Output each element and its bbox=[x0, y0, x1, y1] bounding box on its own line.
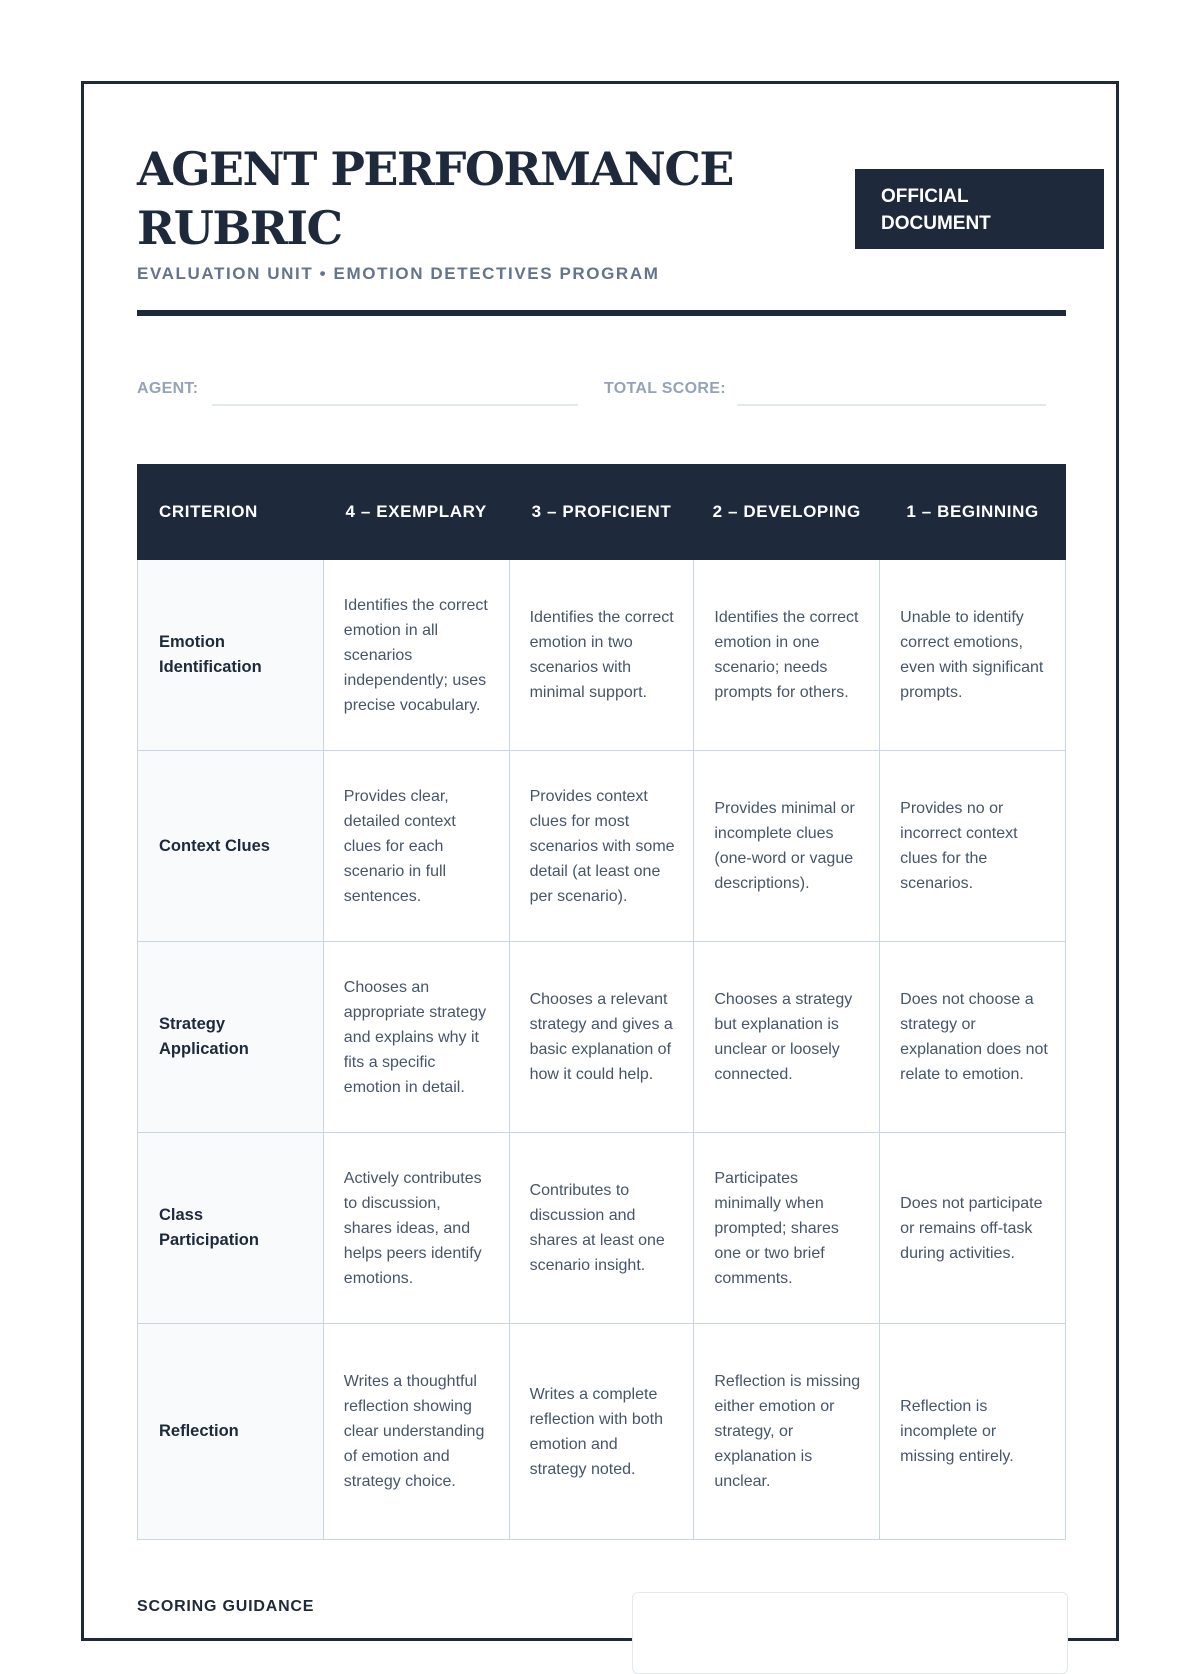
header-divider bbox=[137, 310, 1066, 316]
rubric-document bbox=[81, 81, 1119, 1641]
header-exemplary: 4 – EXEMPLARY bbox=[323, 465, 509, 560]
level-1-cell: Does not participate or remains off-task during activities. bbox=[880, 1133, 1066, 1324]
total-score-field bbox=[604, 380, 1066, 408]
total-score-label: TOTAL SCORE: bbox=[604, 380, 726, 397]
table-row bbox=[138, 560, 1066, 751]
agent-label: AGENT: bbox=[137, 380, 199, 397]
document-header bbox=[137, 140, 1066, 284]
header-proficient: 3 – PROFICIENT bbox=[509, 465, 694, 560]
level-2-cell: Participates minimally when prompted; shares one or two brief comments. bbox=[694, 1133, 880, 1324]
level-4-cell: Identifies the correct emotion in all scenarios independently; uses precise vocabulary. bbox=[323, 560, 509, 751]
level-1-cell: Reflection is incomplete or missing entirely. bbox=[880, 1324, 1066, 1540]
level-3-cell: Contributes to discussion and shares at least one scenario insight. bbox=[509, 1133, 694, 1324]
level-3-cell: Identifies the correct emotion in two scenarios with minimal support. bbox=[509, 560, 694, 751]
criterion-cell: Reflection bbox=[138, 1324, 324, 1540]
criterion-cell: Context Clues bbox=[138, 751, 324, 942]
criterion-cell: Emotion Identification bbox=[138, 560, 324, 751]
agent-input-line[interactable] bbox=[212, 404, 578, 406]
document-title: AGENT PERFORMANCE RUBRIC bbox=[137, 142, 733, 255]
level-4-cell: Actively contributes to discussion, shares ideas, and helps peers identify emotions. bbox=[323, 1133, 509, 1324]
level-1-cell: Does not choose a strategy or explanation does not relate to emotion. bbox=[880, 942, 1066, 1133]
table-row bbox=[138, 1324, 1066, 1540]
scoring-guidance-box bbox=[632, 1592, 1068, 1674]
header-beginning: 1 – BEGINNING bbox=[880, 465, 1066, 560]
rubric-table bbox=[137, 464, 1066, 1540]
level-4-cell: Chooses an appropriate strategy and explains why it fits a specific emotion in detail. bbox=[323, 942, 509, 1133]
level-2-cell: Identifies the correct emotion in one scenario; needs prompts for others. bbox=[694, 560, 880, 751]
official-document-badge: OFFICIAL DOCUMENT bbox=[855, 169, 1104, 249]
criterion-cell: Class Participation bbox=[138, 1133, 324, 1324]
document-subtitle: EVALUATION UNIT • EMOTION DETECTIVES PROGRAM bbox=[137, 264, 660, 283]
level-1-cell: Unable to identify correct emotions, even with significant prompts. bbox=[880, 560, 1066, 751]
level-2-cell: Reflection is missing either emotion or strategy, or explanation is unclear. bbox=[694, 1324, 880, 1540]
level-2-cell: Chooses a strategy but explanation is unclear or loosely connected. bbox=[694, 942, 880, 1133]
level-1-cell: Provides no or incorrect context clues for the scenarios. bbox=[880, 751, 1066, 942]
agent-field bbox=[137, 380, 578, 408]
header-criterion: CRITERION bbox=[138, 465, 324, 560]
level-3-cell: Writes a complete reflection with both emotion and strategy noted. bbox=[509, 1324, 694, 1540]
level-4-cell: Provides clear, detailed context clues for each scenario in full sentences. bbox=[323, 751, 509, 942]
level-3-cell: Chooses a relevant strategy and gives a basic explanation of how it could help. bbox=[509, 942, 694, 1133]
scoring-guidance-heading: SCORING GUIDANCE bbox=[137, 1598, 315, 1615]
level-4-cell: Writes a thoughtful reflection showing clear understanding of emotion and strategy choice. bbox=[323, 1324, 509, 1540]
table-row bbox=[138, 942, 1066, 1133]
table-row bbox=[138, 1133, 1066, 1324]
table-row bbox=[138, 751, 1066, 942]
header-developing: 2 – DEVELOPING bbox=[694, 465, 880, 560]
rubric-header-row bbox=[138, 465, 1066, 560]
criterion-cell: Strategy Application bbox=[138, 942, 324, 1133]
total-score-input-line[interactable] bbox=[737, 404, 1046, 406]
level-2-cell: Provides minimal or incomplete clues (one-word or vague descriptions). bbox=[694, 751, 880, 942]
level-3-cell: Provides context clues for most scenarios with some detail (at least one per scenario). bbox=[509, 751, 694, 942]
